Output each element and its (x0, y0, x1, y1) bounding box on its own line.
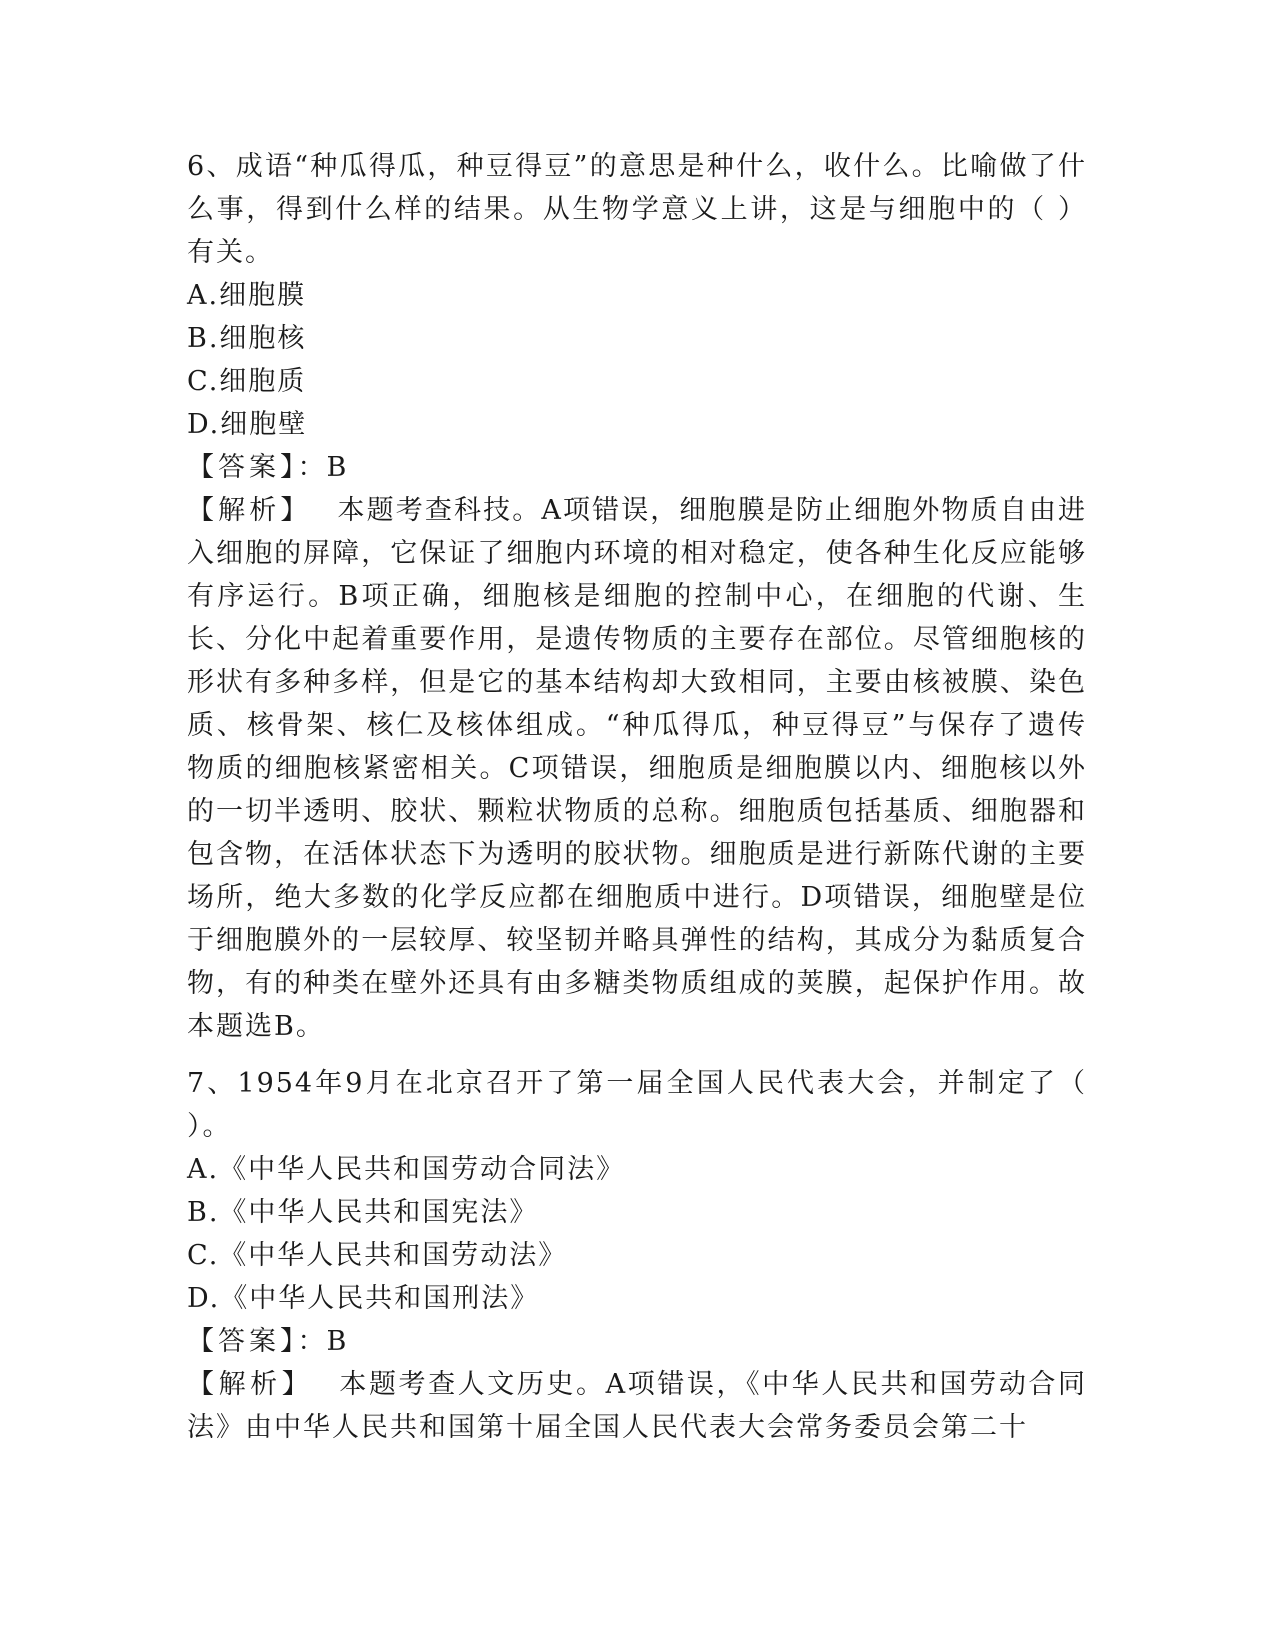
question-7 (187, 1062, 1087, 1449)
question-stem: 7、1954年9月在北京召开了第一届全国人民代表大会，并制定了（ ）。 (187, 1068, 1087, 1142)
analysis-text: 本题考查人文历史。A项错误，《中华人民共和国劳动合同法》由中华人民共和国第十届全国人民代表大会常务委员会第二十 (187, 1369, 1088, 1443)
option-d: D.细胞壁 (187, 409, 308, 440)
answer-label: 【答案】 (187, 1326, 298, 1357)
option-c: C.《中华人民共和国劳动法》 (187, 1240, 568, 1271)
answer-line (187, 1320, 1087, 1363)
analysis-text: 本题考查科技。A项错误，细胞膜是防止细胞外物质自由进入细胞的屏障，它保证了细胞内环境的相对稳定，使各种生化反应能够有序运行。B项正确，细胞核是细胞的控制中心，在细胞的代谢、生长、分化中起着重要作用，是遗传物质的主要存在部位。尽管细胞核的形状有多种多样，但是它的基本结构却大致相同，主要由核被膜、染色质、核骨架、核仁及核体组成。“种瓜得瓜，种豆得豆”与保存了遗传物质的细胞核紧密相关。C项错误，细胞质是细胞膜以内、细胞核以外的一切半透明、胶状、颗粒状物质的总称。细胞质包括基质、细胞器和包含物，在活体状态下为透明的胶状物。细胞质是进行新陈代谢的主要场所，绝大多数的化学反应都在细胞质中进行。D项错误，细胞壁是位于细胞膜外的一层较厚、较坚韧并略具弹性的结构，其成分为黏质复合物，有的种类在壁外还具有由多糖类物质组成的荚膜，起保护作用。故本题选B。 (187, 495, 1087, 1042)
option-a: A.《中华人民共和国劳动合同法》 (187, 1154, 626, 1185)
analysis-label: 【解析】 (187, 495, 312, 526)
analysis-paragraph (187, 489, 1087, 1048)
option-b: B.《中华人民共和国宪法》 (187, 1197, 539, 1228)
answer-value: ：B (297, 452, 349, 483)
answer-line (187, 446, 1087, 489)
answer-value: ：B (297, 1326, 349, 1357)
answer-label: 【答案】 (187, 452, 298, 483)
option-list (187, 274, 1087, 446)
question-6 (187, 145, 1087, 1048)
page-content (187, 145, 1087, 1449)
analysis-paragraph (187, 1363, 1087, 1449)
option-b: B.细胞核 (187, 323, 307, 354)
option-a: A.细胞膜 (187, 280, 307, 311)
option-list (187, 1148, 1087, 1320)
option-c: C.细胞质 (187, 366, 307, 397)
option-d: D.《中华人民共和国刑法》 (187, 1283, 540, 1314)
analysis-label: 【解析】 (187, 1369, 314, 1400)
question-stem: 6、成语“种瓜得瓜，种豆得豆”的意思是种什么，收什么。比喻做了什么事，得到什么样的结果。从生物学意义上讲，这是与细胞中的（ ）有关。 (187, 151, 1087, 268)
